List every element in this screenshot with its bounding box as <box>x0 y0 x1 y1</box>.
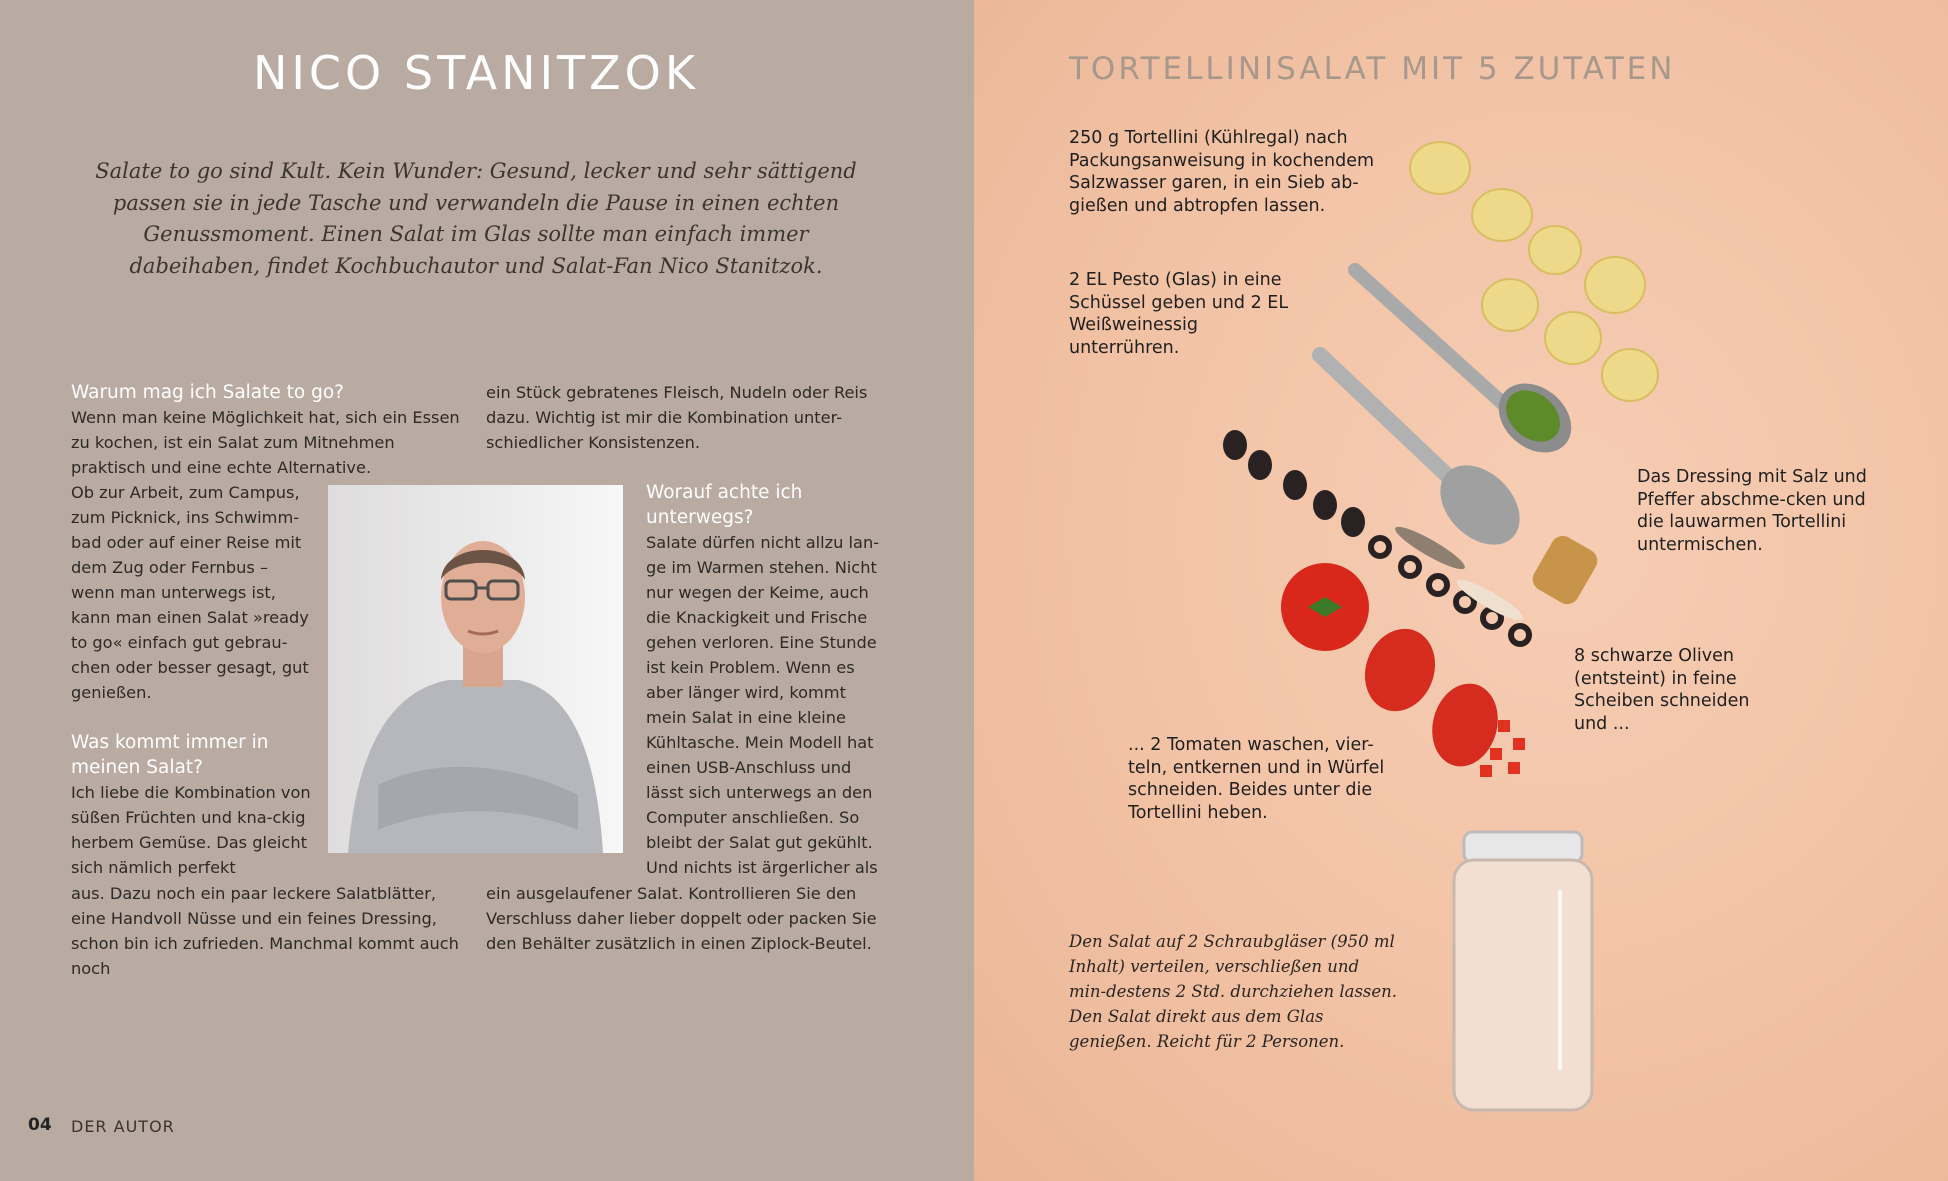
author-name: NICO STANITZOK <box>252 46 700 100</box>
section-label: DER AUTOR <box>71 1117 175 1136</box>
on-the-go-text-continued: ein ausgelaufener Salat. Kontrollieren Sie den Verschluss daher lieber doppelt oder packen Sie den Behälter zusätzlich in einen Ziplock-Beutel. <box>486 884 877 953</box>
recipe-step-3: Das Dressing mit Salz und Pfeffer abschme-cken und die lauwarmen Tortellini untermischen. <box>1637 467 1867 555</box>
intro-text: Salate to go sind Kult. Kein Wunder: Gesund, lecker und sehr sättigend passen sie in jede Tasche und verwandeln die Pause in einen echten Genussmoment. Einen Salat im Glas sollte man einfach immer dabeihaben, findet Kochbuchautor und Salat-Fan Nico Stanitzok. <box>95 159 857 278</box>
author-portrait <box>328 485 623 853</box>
why-salads-text-continued: Ob zur Arbeit, zum Campus, zum Picknick, ins Schwimm-bad oder auf einer Reise mit dem Zug oder Fernbus – wenn man unterwegs ist, kann man einen Salat »ready to go« einfach gut gebrau-chen oder besser gesagt, gut genießen. <box>71 483 309 702</box>
heading-on-the-go: Worauf achte ich unterwegs? <box>646 482 803 528</box>
oil-bottle <box>1528 532 1601 609</box>
column-2-narrow <box>646 480 886 880</box>
column-1-top <box>71 380 471 480</box>
recipe-title: TORTELLINISALAT MIT 5 ZUTATEN <box>1069 51 1676 87</box>
recipe-step-5: ... 2 Tomaten waschen, vier-teln, entkernen und in Würfel schneiden. Beides unter die Tortellini heben. <box>1128 735 1385 823</box>
page-number: 04 <box>28 1115 52 1135</box>
recipe-step-4: 8 schwarze Oliven (entsteint) in feine Scheiben schneiden und ... <box>1574 646 1750 734</box>
why-salads-text: Wenn man keine Möglichkeit hat, sich ein Essen zu kochen, ist ein Salat zum Mitnehmen praktisch und eine echte Alternative. <box>71 408 460 477</box>
heading-why-salads: Warum mag ich Salate to go? <box>71 382 344 403</box>
recipe-step-2: 2 EL Pesto (Glas) in eine Schüssel geben und 2 EL Weißweinessig unterrühren. <box>1069 270 1289 358</box>
spoon-with-pesto <box>1355 270 1585 467</box>
column-2-top <box>486 380 886 455</box>
recipe-step-1: 250 g Tortellini (Kühlregal) nach Packungsanweisung in kochendem Salzwasser garen, in ein Sieb ab-gießen und abtropfen lassen. <box>1069 128 1375 216</box>
column-2-bottom <box>486 881 886 956</box>
what-in-salad-text-continued: aus. Dazu noch ein paar leckere Salatblätter, eine Handvoll Nüsse und ein feines Dressing, schon bin ich zufrieden. Manchmal kommt auch noch <box>71 884 459 978</box>
on-the-go-text: Salate dürfen nicht allzu lan-ge im Warmen stehen. Nicht nur wegen der Keime, auch die Knackigkeit und Frische gehen verloren. Eine Stunde ist kein Problem. Wenn es aber länger wird, kommt mein Salat in eine kleine Kühltasche. Mein Modell hat einen USB-Anschluss und lässt sich unterwegs an den Computer anschließen. So bleibt der Salat gut gekühlt. Und nichts ist ärgerlicher als <box>646 533 880 877</box>
column-2-text: ein Stück gebratenes Fleisch, Nudeln oder Reis dazu. Wichtig ist mir die Kombination unter-schiedlicher Konsistenzen. <box>486 383 868 452</box>
heading-what-in-salad: Was kommt immer in meinen Salat? <box>71 732 269 778</box>
what-in-salad-text: Ich liebe die Kombination von süßen Früchten und kna-ckig herbem Gemüse. Das gleicht sich nämlich perfekt <box>71 783 311 877</box>
olives <box>1223 430 1365 537</box>
column-1-narrow <box>71 480 311 880</box>
mason-jar <box>1454 832 1592 1110</box>
recipe-final-note: Den Salat auf 2 Schraubgläser (950 ml Inhalt) verteilen, verschließen und min-destens 2 Std. durchziehen lassen. Den Salat direkt aus dem Glas genießen. Reicht für 2 Personen. <box>1069 932 1398 1051</box>
column-1-bottom <box>71 881 471 981</box>
